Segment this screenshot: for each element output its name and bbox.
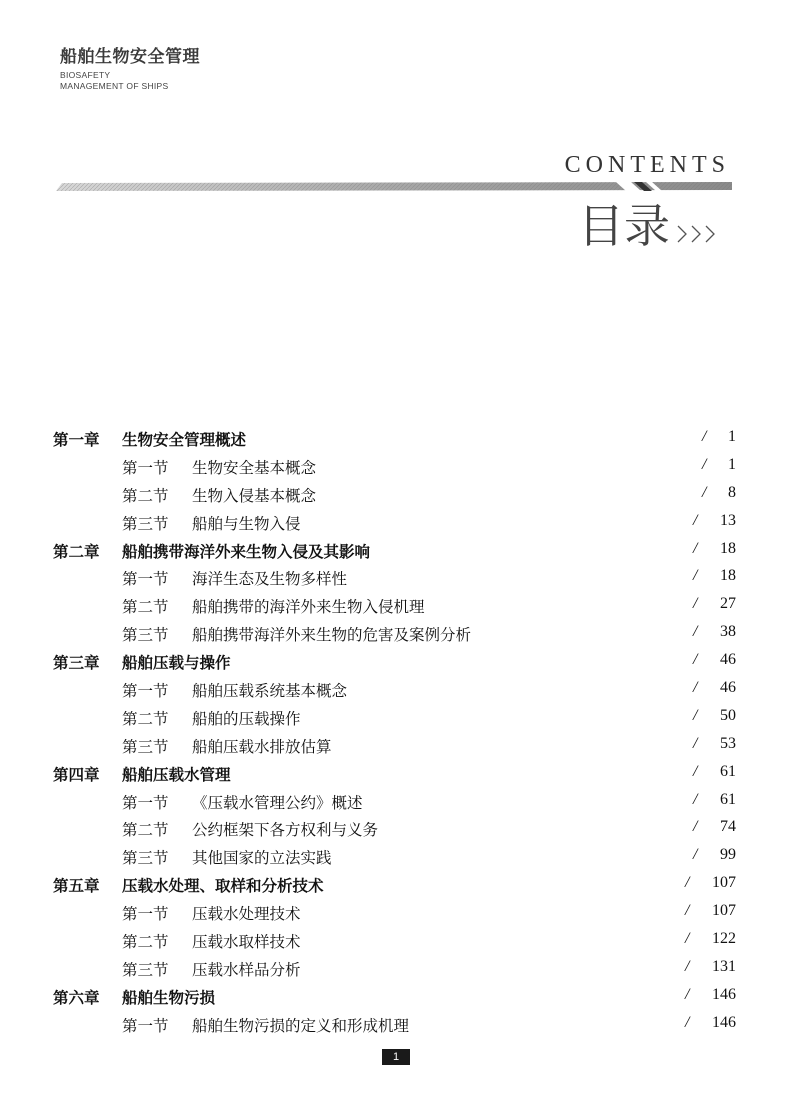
chapter-number: 第五章 — [53, 877, 100, 896]
page-separator: / — [693, 846, 698, 864]
page-separator: / — [693, 623, 698, 641]
page-ref: 46 — [720, 679, 736, 697]
page-ref: 1 — [728, 455, 736, 473]
section-number: 第三节 — [122, 849, 169, 868]
chapter-title: 压载水处理、取样和分析技术 — [122, 877, 324, 896]
page-separator: / — [693, 706, 698, 724]
section-title: 压载水处理技术 — [192, 905, 301, 924]
section-number: 第二节 — [122, 933, 169, 952]
section-number: 第三节 — [122, 514, 169, 533]
book-title: 船舶生物安全管理 — [60, 47, 200, 67]
page-ref: 53 — [720, 734, 736, 752]
section-title: 船舶与生物入侵 — [192, 514, 301, 533]
section-title: 船舶携带海洋外来生物的危害及案例分析 — [192, 626, 472, 645]
page-ref: 146 — [712, 985, 736, 1003]
toc-section-row[interactable] — [0, 1010, 790, 1038]
toc-chapter-row[interactable] — [0, 647, 790, 675]
page-separator: / — [685, 902, 690, 920]
page-separator: / — [693, 679, 698, 697]
section-number: 第三节 — [122, 960, 169, 979]
toc-chapter-row[interactable] — [0, 982, 790, 1010]
section-title: 生物入侵基本概念 — [192, 486, 317, 505]
page-ref: 38 — [720, 623, 736, 641]
page-separator: / — [693, 511, 698, 529]
section-number: 第一节 — [122, 793, 169, 812]
page-separator: / — [693, 595, 698, 613]
page-ref: 50 — [720, 706, 736, 724]
page-ref: 1 — [728, 428, 736, 445]
page-separator: / — [693, 567, 698, 585]
toc-section-row[interactable] — [0, 731, 790, 759]
section-title: 船舶携带的海洋外来生物入侵机理 — [192, 598, 425, 617]
page-separator: / — [702, 483, 707, 501]
chapter-number: 第三章 — [53, 654, 100, 673]
page-separator: / — [693, 539, 698, 557]
page-number: 1 — [382, 1049, 410, 1065]
page-ref: 8 — [728, 483, 736, 501]
chapter-title: 船舶压载与操作 — [122, 654, 231, 673]
contents-heading: CONTENTS — [564, 152, 730, 178]
toc-section-row[interactable] — [0, 926, 790, 954]
page-ref: 146 — [712, 1013, 736, 1031]
section-number: 第二节 — [122, 709, 169, 728]
section-title: 船舶生物污损的定义和形成机理 — [192, 1016, 410, 1035]
page-ref: 122 — [712, 930, 736, 948]
table-of-contents — [0, 424, 790, 1038]
page-ref: 46 — [720, 651, 736, 669]
page-ref: 61 — [720, 762, 736, 780]
section-number: 第一节 — [122, 458, 169, 477]
section-title: 生物安全基本概念 — [192, 458, 317, 477]
page-separator: / — [685, 1013, 690, 1031]
toc-section-row[interactable] — [0, 898, 790, 926]
section-number: 第一节 — [122, 1016, 169, 1035]
page-separator: / — [693, 762, 698, 780]
section-number: 第三节 — [122, 626, 169, 645]
book-subtitle — [60, 70, 169, 92]
toc-section-row[interactable] — [0, 842, 790, 870]
toc-section-row[interactable] — [0, 563, 790, 591]
toc-section-row[interactable] — [0, 619, 790, 647]
page-ref: 131 — [712, 957, 736, 975]
page-ref: 27 — [720, 595, 736, 613]
section-number: 第三节 — [122, 737, 169, 756]
section-title: 《压载水管理公约》概述 — [192, 793, 363, 812]
page-separator: / — [685, 957, 690, 975]
page-separator: / — [693, 651, 698, 669]
mulu-heading: 目录 — [578, 199, 670, 253]
toc-section-row[interactable] — [0, 703, 790, 731]
page-separator: / — [702, 455, 707, 473]
page-ref: 18 — [720, 539, 736, 557]
page-separator: / — [693, 790, 698, 808]
toc-chapter-row[interactable] — [0, 759, 790, 787]
toc-section-row[interactable] — [0, 508, 790, 536]
section-title: 其他国家的立法实践 — [192, 849, 332, 868]
section-title: 压载水取样技术 — [192, 933, 301, 952]
section-number: 第一节 — [122, 570, 169, 589]
chapter-number: 第四章 — [53, 765, 100, 784]
page-separator: / — [685, 930, 690, 948]
chapter-title: 生物安全管理概述 — [122, 431, 247, 449]
page-separator: / — [685, 985, 690, 1003]
page-ref: 107 — [712, 902, 736, 920]
page-separator: / — [685, 874, 690, 892]
section-title: 公约框架下各方权利与义务 — [192, 821, 379, 840]
toc-section-row[interactable] — [0, 954, 790, 982]
page-ref: 18 — [720, 567, 736, 585]
toc-section-row[interactable] — [0, 675, 790, 703]
section-title: 海洋生态及生物多样性 — [192, 570, 348, 589]
toc-section-row[interactable] — [0, 591, 790, 619]
section-number: 第二节 — [122, 821, 169, 840]
chapter-number: 第六章 — [53, 988, 100, 1007]
page-separator: / — [702, 428, 707, 445]
decorative-band — [56, 180, 732, 192]
toc-chapter-row[interactable] — [0, 536, 790, 564]
section-number: 第一节 — [122, 682, 169, 701]
page-separator: / — [693, 818, 698, 836]
chapter-number: 第一章 — [53, 431, 100, 449]
section-title: 压载水样品分析 — [192, 960, 301, 979]
section-number: 第二节 — [122, 598, 169, 617]
chevron-right-icon — [676, 222, 718, 246]
section-number: 第一节 — [122, 905, 169, 924]
page-ref: 74 — [720, 818, 736, 836]
toc-section-row[interactable] — [0, 452, 790, 480]
toc-section-row[interactable] — [0, 814, 790, 842]
book-subtitle-line2: MANAGEMENT OF SHIPS — [60, 81, 169, 91]
page-ref: 107 — [712, 874, 736, 892]
toc-section-row[interactable] — [0, 480, 790, 508]
chapter-title: 船舶压载水管理 — [122, 765, 231, 784]
chapter-title: 船舶携带海洋外来生物入侵及其影响 — [122, 542, 371, 561]
toc-section-row[interactable] — [0, 787, 790, 815]
toc-chapter-row[interactable] — [0, 870, 790, 898]
chapter-title: 船舶生物污损 — [122, 988, 216, 1007]
page-ref: 13 — [720, 511, 736, 529]
page-ref: 99 — [720, 846, 736, 864]
book-subtitle-line1: BIOSAFETY — [60, 70, 111, 80]
page-separator: / — [693, 734, 698, 752]
section-title: 船舶压载系统基本概念 — [192, 682, 348, 701]
section-number: 第二节 — [122, 486, 169, 505]
section-title: 船舶压载水排放估算 — [192, 737, 332, 756]
page-ref: 61 — [720, 790, 736, 808]
chapter-number: 第二章 — [53, 542, 100, 561]
section-title: 船舶的压载操作 — [192, 709, 301, 728]
toc-chapter-row[interactable] — [0, 424, 790, 452]
